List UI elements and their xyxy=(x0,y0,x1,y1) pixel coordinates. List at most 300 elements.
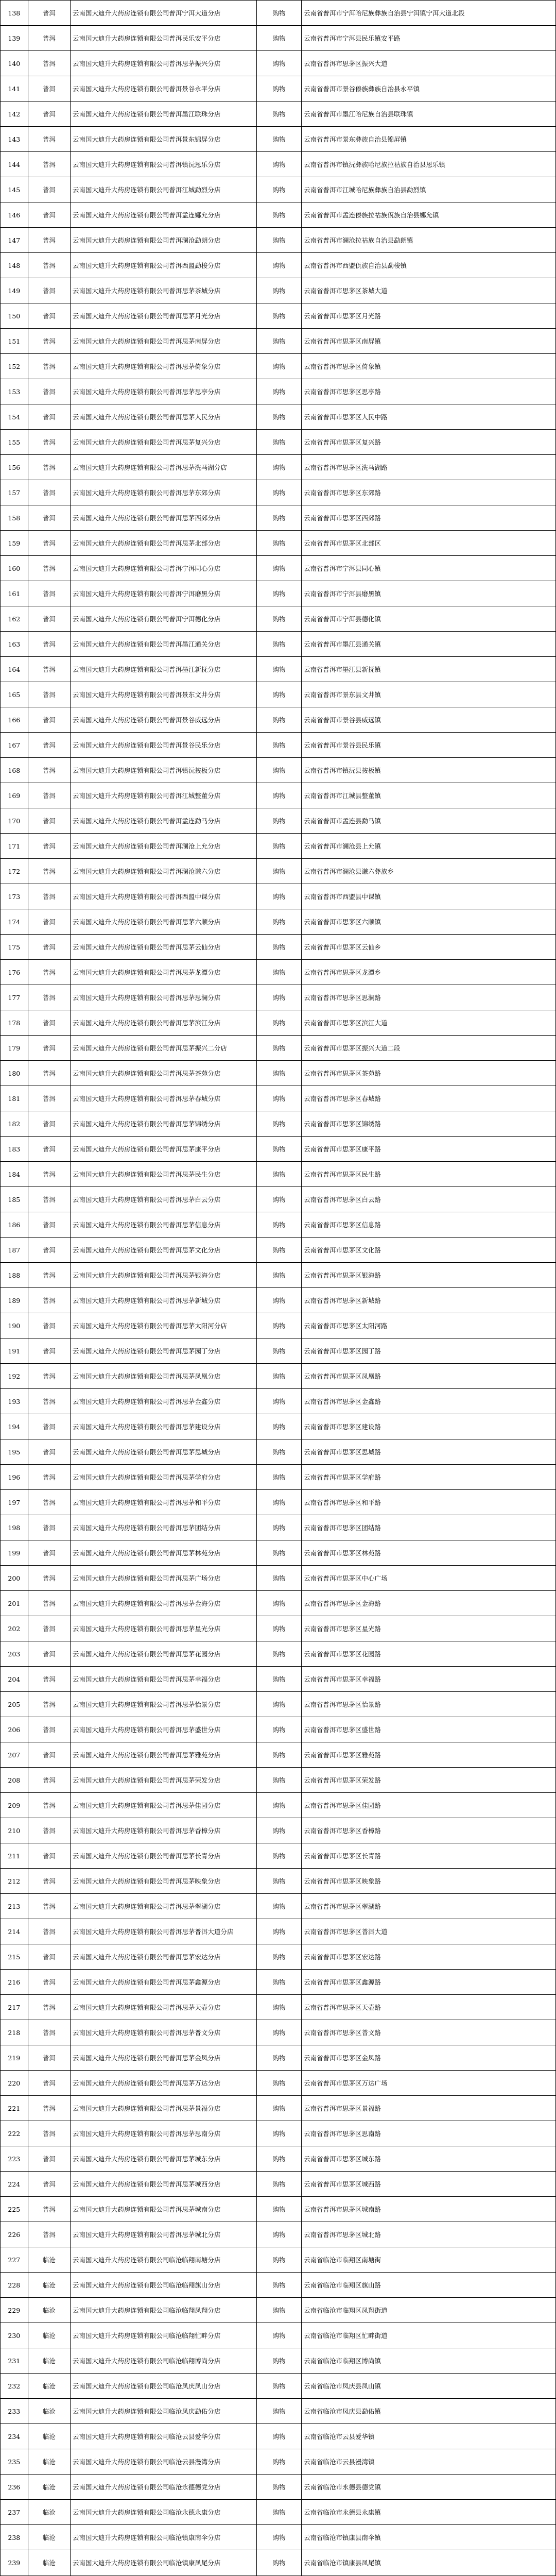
row-number: 161 xyxy=(1,581,28,606)
row-number: 223 xyxy=(1,2146,28,2172)
table-row xyxy=(1,2071,556,2096)
row-store-name: 云南国大迪升大药房连锁有限公司临沧凤庆凤山分店 xyxy=(70,2374,257,2399)
row-number: 171 xyxy=(1,834,28,859)
row-store-name: 云南国大迪升大药房连锁有限公司普洱思茅春城分店 xyxy=(70,1086,257,1111)
row-number: 174 xyxy=(1,909,28,935)
row-city: 普洱 xyxy=(28,379,70,404)
row-address: 云南省普洱市思茅区洗马湖路 xyxy=(301,455,555,480)
table-row xyxy=(1,1212,556,1238)
table-row xyxy=(1,632,556,657)
row-number: 205 xyxy=(1,1692,28,1717)
row-type: 购物 xyxy=(257,1,302,26)
row-store-name: 云南国大迪升大药房连锁有限公司普洱思茅锦绣分店 xyxy=(70,1111,257,1137)
row-address: 云南省临沧市凤庆县凤山镇 xyxy=(301,2374,555,2399)
row-type: 购物 xyxy=(257,960,302,985)
row-type: 购物 xyxy=(257,2146,302,2172)
row-city: 临沧 xyxy=(28,2475,70,2500)
row-type: 购物 xyxy=(257,2172,302,2197)
table-row xyxy=(1,1566,556,1591)
row-number: 213 xyxy=(1,1894,28,1919)
row-address: 云南省普洱市澜沧县谦六彝族乡 xyxy=(301,859,555,884)
table-row xyxy=(1,2247,556,2273)
row-store-name: 云南国大迪升大药房连锁有限公司普洱思茅文化分店 xyxy=(70,1238,257,1263)
row-type: 购物 xyxy=(257,1566,302,1591)
table-row xyxy=(1,1717,556,1742)
row-store-name: 云南国大迪升大药房连锁有限公司普洱思茅金凤分店 xyxy=(70,2045,257,2071)
row-address: 云南省普洱市思茅区凤凰路 xyxy=(301,1364,555,1389)
row-city: 普洱 xyxy=(28,1894,70,1919)
row-city: 普洱 xyxy=(28,228,70,253)
row-address: 云南省普洱市思茅区团结路 xyxy=(301,1515,555,1540)
row-type: 购物 xyxy=(257,1364,302,1389)
table-row xyxy=(1,985,556,1010)
row-city: 临沧 xyxy=(28,2399,70,2424)
table-row xyxy=(1,556,556,581)
row-store-name: 云南国大迪升大药房连锁有限公司临沧临翔忙畔分店 xyxy=(70,2323,257,2348)
row-type: 购物 xyxy=(257,935,302,960)
row-store-name: 云南国大迪升大药房连锁有限公司普洱思茅学府分店 xyxy=(70,1465,257,1490)
row-store-name: 云南国大迪升大药房连锁有限公司普洱思茅城东分店 xyxy=(70,2146,257,2172)
row-city: 普洱 xyxy=(28,1010,70,1036)
row-type: 购物 xyxy=(257,1995,302,2020)
row-address: 云南省普洱市景谷县威远镇 xyxy=(301,707,555,733)
row-address: 云南省普洱市墨江哈尼族自治县联珠镇 xyxy=(301,101,555,127)
row-city: 普洱 xyxy=(28,1717,70,1742)
row-number: 192 xyxy=(1,1364,28,1389)
row-type: 购物 xyxy=(257,834,302,859)
row-address: 云南省普洱市思茅区万达广场 xyxy=(301,2071,555,2096)
table-row xyxy=(1,1540,556,1566)
table-row xyxy=(1,2399,556,2424)
row-type: 购物 xyxy=(257,1919,302,1944)
row-store-name: 云南国大迪升大药房连锁有限公司普洱思茅茶苑分店 xyxy=(70,1061,257,1086)
row-type: 购物 xyxy=(257,76,302,101)
row-city: 普洱 xyxy=(28,2222,70,2247)
row-type: 购物 xyxy=(257,2500,302,2525)
row-store-name: 云南国大迪升大药房连锁有限公司普洱思茅星光分店 xyxy=(70,1616,257,1641)
row-type: 购物 xyxy=(257,1793,302,1818)
row-store-name: 云南国大迪升大药房连锁有限公司普洱思茅龙潭分店 xyxy=(70,960,257,985)
row-store-name: 云南国大迪升大药房连锁有限公司普洱思茅思亭分店 xyxy=(70,379,257,404)
row-type: 购物 xyxy=(257,531,302,556)
row-city: 普洱 xyxy=(28,51,70,76)
row-address: 云南省普洱市澜沧拉祜族自治县勐朗镇 xyxy=(301,228,555,253)
row-store-name: 云南国大迪升大药房连锁有限公司普洱景谷永平分店 xyxy=(70,76,257,101)
table-row xyxy=(1,707,556,733)
row-address: 云南省普洱市思茅区金凤路 xyxy=(301,2045,555,2071)
row-type: 购物 xyxy=(257,278,302,303)
row-address: 云南省普洱市思茅区文化路 xyxy=(301,1238,555,1263)
row-store-name: 云南国大迪升大药房连锁有限公司普洱思茅城北分店 xyxy=(70,2222,257,2247)
row-city: 普洱 xyxy=(28,1061,70,1086)
row-city: 普洱 xyxy=(28,1692,70,1717)
row-type: 购物 xyxy=(257,253,302,278)
row-address: 云南省普洱市思茅区思亭路 xyxy=(301,379,555,404)
row-number: 141 xyxy=(1,76,28,101)
table-row xyxy=(1,1111,556,1137)
row-address: 云南省普洱市思茅区金海路 xyxy=(301,1591,555,1616)
row-store-name: 云南国大迪升大药房连锁有限公司普洱思茅思澜分店 xyxy=(70,985,257,1010)
table-row xyxy=(1,2045,556,2071)
row-type: 购物 xyxy=(257,581,302,606)
table-row xyxy=(1,1439,556,1465)
row-store-name: 云南国大迪升大药房连锁有限公司普洱思茅太阳河分店 xyxy=(70,1313,257,1338)
row-number: 210 xyxy=(1,1818,28,1843)
row-city: 临沧 xyxy=(28,2550,70,2575)
row-address: 云南省普洱市景谷傣族彝族自治县永平镇 xyxy=(301,76,555,101)
row-number: 239 xyxy=(1,2550,28,2575)
table-row xyxy=(1,1995,556,2020)
row-city: 普洱 xyxy=(28,1238,70,1263)
table-row xyxy=(1,758,556,783)
row-store-name: 云南国大迪升大药房连锁有限公司普洱思茅花园分店 xyxy=(70,1641,257,1667)
row-city: 普洱 xyxy=(28,2146,70,2172)
row-type: 购物 xyxy=(257,1843,302,1869)
row-number: 151 xyxy=(1,329,28,354)
row-store-name: 云南国大迪升大药房连锁有限公司普洱思茅景福分店 xyxy=(70,2096,257,2121)
row-number: 160 xyxy=(1,556,28,581)
row-address: 云南省临沧市临翔区忙畔街道 xyxy=(301,2323,555,2348)
row-store-name: 云南国大迪升大药房连锁有限公司普洱思茅白云分店 xyxy=(70,1187,257,1212)
row-address: 云南省普洱市思茅区民生路 xyxy=(301,1162,555,1187)
row-number: 214 xyxy=(1,1919,28,1944)
row-city: 临沧 xyxy=(28,2348,70,2374)
row-type: 购物 xyxy=(257,808,302,834)
row-type: 购物 xyxy=(257,985,302,1010)
row-city: 普洱 xyxy=(28,581,70,606)
row-city: 普洱 xyxy=(28,1566,70,1591)
row-store-name: 云南国大迪升大药房连锁有限公司临沧临翔南塘分店 xyxy=(70,2247,257,2273)
row-store-name: 云南国大迪升大药房连锁有限公司普洱思茅金鑫分店 xyxy=(70,1389,257,1414)
row-store-name: 云南国大迪升大药房连锁有限公司普洱思茅茶城分店 xyxy=(70,278,257,303)
row-type: 购物 xyxy=(257,1490,302,1515)
row-type: 购物 xyxy=(257,2298,302,2323)
row-number: 173 xyxy=(1,884,28,909)
row-number: 156 xyxy=(1,455,28,480)
row-number: 235 xyxy=(1,2449,28,2475)
row-city: 普洱 xyxy=(28,2121,70,2146)
row-store-name: 云南国大迪升大药房连锁有限公司普洱江城勐烈分店 xyxy=(70,177,257,202)
row-city: 普洱 xyxy=(28,657,70,682)
row-number: 184 xyxy=(1,1162,28,1187)
row-city: 普洱 xyxy=(28,1162,70,1187)
row-store-name: 云南国大迪升大药房连锁有限公司普洱思茅银海分店 xyxy=(70,1263,257,1288)
table-row xyxy=(1,1591,556,1616)
row-number: 144 xyxy=(1,152,28,177)
row-type: 购物 xyxy=(257,1313,302,1338)
row-store-name: 云南国大迪升大药房连锁有限公司普洱思茅思南分店 xyxy=(70,2121,257,2146)
row-type: 购物 xyxy=(257,2449,302,2475)
table-row xyxy=(1,51,556,76)
table-row xyxy=(1,2096,556,2121)
row-type: 购物 xyxy=(257,2550,302,2575)
table-row xyxy=(1,2273,556,2298)
row-store-name: 云南国大迪升大药房连锁有限公司普洱思茅人民分店 xyxy=(70,404,257,430)
row-store-name: 云南国大迪升大药房连锁有限公司普洱思茅金海分店 xyxy=(70,1591,257,1616)
row-type: 购物 xyxy=(257,2121,302,2146)
row-store-name: 云南国大迪升大药房连锁有限公司普洱思茅凤凰分店 xyxy=(70,1364,257,1389)
row-address: 云南省普洱市思茅区宏达路 xyxy=(301,1944,555,1970)
table-row xyxy=(1,581,556,606)
row-store-name: 云南国大迪升大药房连锁有限公司普洱镇沅按板分店 xyxy=(70,758,257,783)
row-number: 236 xyxy=(1,2475,28,2500)
row-address: 云南省普洱市思茅区月光路 xyxy=(301,303,555,329)
row-number: 224 xyxy=(1,2172,28,2197)
table-row xyxy=(1,26,556,51)
row-number: 199 xyxy=(1,1540,28,1566)
row-type: 购物 xyxy=(257,632,302,657)
row-address: 云南省普洱市景东彝族自治县锦屏镇 xyxy=(301,127,555,152)
row-city: 普洱 xyxy=(28,1187,70,1212)
row-number: 219 xyxy=(1,2045,28,2071)
table-row xyxy=(1,1465,556,1490)
row-store-name: 云南国大迪升大药房连锁有限公司普洱思茅天壶分店 xyxy=(70,1995,257,2020)
table-row xyxy=(1,177,556,202)
row-store-name: 云南国大迪升大药房连锁有限公司普洱思茅康平分店 xyxy=(70,1137,257,1162)
row-city: 普洱 xyxy=(28,1641,70,1667)
row-address: 云南省普洱市思茅区东郊路 xyxy=(301,480,555,505)
row-type: 购物 xyxy=(257,1768,302,1793)
row-address: 云南省普洱市宁洱哈尼族彝族自治县宁洱镇宁洱大道北段 xyxy=(301,1,555,26)
row-type: 购物 xyxy=(257,379,302,404)
row-number: 238 xyxy=(1,2525,28,2550)
row-type: 购物 xyxy=(257,2525,302,2550)
row-address: 云南省普洱市思茅区人民中路 xyxy=(301,404,555,430)
table-row xyxy=(1,2475,556,2500)
row-address: 云南省普洱市宁洱县德化镇 xyxy=(301,606,555,632)
row-city: 普洱 xyxy=(28,935,70,960)
row-address: 云南省普洱市思茅区茶苑路 xyxy=(301,1061,555,1086)
row-type: 购物 xyxy=(257,2222,302,2247)
row-address: 云南省普洱市思茅区太阳河路 xyxy=(301,1313,555,1338)
row-type: 购物 xyxy=(257,202,302,228)
row-city: 普洱 xyxy=(28,1414,70,1439)
row-number: 181 xyxy=(1,1086,28,1111)
row-type: 购物 xyxy=(257,1465,302,1490)
row-store-name: 云南国大迪升大药房连锁有限公司普洱西盟中课分店 xyxy=(70,884,257,909)
row-number: 182 xyxy=(1,1111,28,1137)
row-city: 普洱 xyxy=(28,1995,70,2020)
row-address: 云南省普洱市江城哈尼族彝族自治县勐烈镇 xyxy=(301,177,555,202)
row-type: 购物 xyxy=(257,2247,302,2273)
row-store-name: 云南国大迪升大药房连锁有限公司临沧云县爱华分店 xyxy=(70,2424,257,2449)
row-type: 购物 xyxy=(257,783,302,808)
row-city: 普洱 xyxy=(28,2172,70,2197)
row-city: 临沧 xyxy=(28,2273,70,2298)
row-number: 221 xyxy=(1,2096,28,2121)
row-address: 云南省普洱市思茅区龙潭乡 xyxy=(301,960,555,985)
row-city: 普洱 xyxy=(28,404,70,430)
row-address: 云南省普洱市思茅区建设路 xyxy=(301,1414,555,1439)
row-store-name: 云南国大迪升大药房连锁有限公司临沧镇康南伞分店 xyxy=(70,2525,257,2550)
row-number: 202 xyxy=(1,1616,28,1641)
row-store-name: 云南国大迪升大药房连锁有限公司普洱思茅映象分店 xyxy=(70,1869,257,1894)
row-city: 普洱 xyxy=(28,505,70,531)
row-number: 185 xyxy=(1,1187,28,1212)
row-store-name: 云南国大迪升大药房连锁有限公司普洱思茅和平分店 xyxy=(70,1490,257,1515)
row-city: 临沧 xyxy=(28,2500,70,2525)
row-type: 购物 xyxy=(257,2273,302,2298)
row-type: 购物 xyxy=(257,329,302,354)
row-store-name: 云南国大迪升大药房连锁有限公司普洱思茅怡景分店 xyxy=(70,1692,257,1717)
row-number: 178 xyxy=(1,1010,28,1036)
row-address: 云南省临沧市云县爱华镇 xyxy=(301,2424,555,2449)
row-address: 云南省普洱市景东县文井镇 xyxy=(301,682,555,707)
row-store-name: 云南国大迪升大药房连锁有限公司临沧云县漫湾分店 xyxy=(70,2449,257,2475)
row-type: 购物 xyxy=(257,127,302,152)
row-address: 云南省普洱市思茅区雅苑路 xyxy=(301,1742,555,1768)
row-store-name: 云南国大迪升大药房连锁有限公司普洱思茅城南分店 xyxy=(70,2197,257,2222)
row-number: 176 xyxy=(1,960,28,985)
row-store-name: 云南国大迪升大药房连锁有限公司普洱镇沅恩乐分店 xyxy=(70,152,257,177)
row-store-name: 云南国大迪升大药房连锁有限公司普洱思茅幸福分店 xyxy=(70,1667,257,1692)
row-type: 购物 xyxy=(257,1944,302,1970)
table-row xyxy=(1,76,556,101)
row-city: 临沧 xyxy=(28,2247,70,2273)
table-row xyxy=(1,733,556,758)
row-type: 购物 xyxy=(257,2045,302,2071)
row-city: 普洱 xyxy=(28,1768,70,1793)
row-store-name: 云南国大迪升大药房连锁有限公司临沧镇康凤尾分店 xyxy=(70,2550,257,2575)
row-address: 云南省普洱市江城县整董镇 xyxy=(301,783,555,808)
row-city: 普洱 xyxy=(28,329,70,354)
row-city: 普洱 xyxy=(28,1465,70,1490)
row-number: 143 xyxy=(1,127,28,152)
table-row xyxy=(1,202,556,228)
row-city: 普洱 xyxy=(28,1490,70,1515)
table-row xyxy=(1,808,556,834)
row-store-name: 云南国大迪升大药房连锁有限公司普洱墨江联珠分店 xyxy=(70,101,257,127)
row-number: 163 xyxy=(1,632,28,657)
row-number: 200 xyxy=(1,1566,28,1591)
row-number: 148 xyxy=(1,253,28,278)
row-city: 普洱 xyxy=(28,808,70,834)
row-number: 191 xyxy=(1,1338,28,1364)
row-store-name: 云南国大迪升大药房连锁有限公司普洱思茅宏达分店 xyxy=(70,1944,257,1970)
row-number: 140 xyxy=(1,51,28,76)
table-row xyxy=(1,1389,556,1414)
row-number: 201 xyxy=(1,1591,28,1616)
row-type: 购物 xyxy=(257,2071,302,2096)
row-city: 普洱 xyxy=(28,1970,70,1995)
table-row xyxy=(1,1162,556,1187)
row-store-name: 云南国大迪升大药房连锁有限公司普洱思茅北部分店 xyxy=(70,531,257,556)
row-store-name: 云南国大迪升大药房连锁有限公司普洱思茅万达分店 xyxy=(70,2071,257,2096)
row-type: 购物 xyxy=(257,1288,302,1313)
row-city: 普洱 xyxy=(28,1111,70,1137)
row-type: 购物 xyxy=(257,758,302,783)
row-city: 普洱 xyxy=(28,455,70,480)
row-store-name: 云南国大迪升大药房连锁有限公司普洱景谷民乐分店 xyxy=(70,733,257,758)
row-address: 云南省普洱市思茅区锦绣路 xyxy=(301,1111,555,1137)
row-number: 167 xyxy=(1,733,28,758)
row-city: 普洱 xyxy=(28,1036,70,1061)
row-address: 云南省临沧市永德县德党镇 xyxy=(301,2475,555,2500)
row-address: 云南省普洱市澜沧县上允镇 xyxy=(301,834,555,859)
row-type: 购物 xyxy=(257,1086,302,1111)
row-address: 云南省普洱市思茅区新城路 xyxy=(301,1288,555,1313)
row-city: 普洱 xyxy=(28,632,70,657)
row-number: 188 xyxy=(1,1263,28,1288)
row-number: 162 xyxy=(1,606,28,632)
row-number: 197 xyxy=(1,1490,28,1515)
row-type: 购物 xyxy=(257,1591,302,1616)
row-address: 云南省普洱市思茅区西郊路 xyxy=(301,505,555,531)
row-number: 216 xyxy=(1,1970,28,1995)
row-store-name: 云南国大迪升大药房连锁有限公司普洱宁洱同心分店 xyxy=(70,556,257,581)
row-city: 普洱 xyxy=(28,2020,70,2045)
table-row xyxy=(1,2121,556,2146)
table-row xyxy=(1,152,556,177)
row-number: 226 xyxy=(1,2222,28,2247)
table-row xyxy=(1,1869,556,1894)
row-address: 云南省临沧市永德县永康镇 xyxy=(301,2500,555,2525)
table-row xyxy=(1,1616,556,1641)
row-number: 208 xyxy=(1,1768,28,1793)
row-store-name: 云南国大迪升大药房连锁有限公司普洱思茅信息分店 xyxy=(70,1212,257,1238)
row-address: 云南省普洱市思茅区荣发路 xyxy=(301,1768,555,1793)
row-store-name: 云南国大迪升大药房连锁有限公司普洱思茅荣发分店 xyxy=(70,1768,257,1793)
row-store-name: 云南国大迪升大药房连锁有限公司普洱西盟勐梭分店 xyxy=(70,253,257,278)
row-address: 云南省普洱市思茅区普文路 xyxy=(301,2020,555,2045)
row-store-name: 云南国大迪升大药房连锁有限公司普洱民乐安平分店 xyxy=(70,26,257,51)
table-row xyxy=(1,278,556,303)
row-store-name: 云南国大迪升大药房连锁有限公司普洱孟连勐马分店 xyxy=(70,808,257,834)
row-address: 云南省普洱市思茅区康平路 xyxy=(301,1137,555,1162)
row-store-name: 云南国大迪升大药房连锁有限公司普洱澜沧谦六分店 xyxy=(70,859,257,884)
row-store-name: 云南国大迪升大药房连锁有限公司普洱思茅复兴分店 xyxy=(70,430,257,455)
row-number: 209 xyxy=(1,1793,28,1818)
row-store-name: 云南国大迪升大药房连锁有限公司普洱思茅团结分店 xyxy=(70,1515,257,1540)
row-city: 普洱 xyxy=(28,1439,70,1465)
table-row xyxy=(1,1263,556,1288)
row-number: 179 xyxy=(1,1036,28,1061)
table-row xyxy=(1,1414,556,1439)
row-address: 云南省普洱市西盟县中课镇 xyxy=(301,884,555,909)
row-type: 购物 xyxy=(257,682,302,707)
row-city: 临沧 xyxy=(28,2449,70,2475)
row-store-name: 云南国大迪升大药房连锁有限公司普洱思茅林苑分店 xyxy=(70,1540,257,1566)
row-store-name: 云南国大迪升大药房连锁有限公司临沧临翔凤翔分店 xyxy=(70,2298,257,2323)
table-row xyxy=(1,935,556,960)
table-row xyxy=(1,1061,556,1086)
row-number: 207 xyxy=(1,1742,28,1768)
row-number: 177 xyxy=(1,985,28,1010)
row-city: 普洱 xyxy=(28,909,70,935)
table-row xyxy=(1,2222,556,2247)
row-address: 云南省普洱市镇沅县按板镇 xyxy=(301,758,555,783)
table-row xyxy=(1,1490,556,1515)
row-city: 普洱 xyxy=(28,960,70,985)
row-number: 158 xyxy=(1,505,28,531)
row-store-name: 云南国大迪升大药房连锁有限公司普洱思茅东郊分店 xyxy=(70,480,257,505)
row-type: 购物 xyxy=(257,909,302,935)
table-row xyxy=(1,101,556,127)
row-address: 云南省普洱市思茅区思南路 xyxy=(301,2121,555,2146)
row-store-name: 云南国大迪升大药房连锁有限公司普洱孟连娜允分店 xyxy=(70,202,257,228)
table-row xyxy=(1,834,556,859)
row-number: 222 xyxy=(1,2121,28,2146)
row-number: 217 xyxy=(1,1995,28,2020)
row-address: 云南省普洱市思茅区和平路 xyxy=(301,1490,555,1515)
row-store-name: 云南国大迪升大药房连锁有限公司临沧临翔旗山分店 xyxy=(70,2273,257,2298)
table-row xyxy=(1,2298,556,2323)
row-type: 购物 xyxy=(257,1869,302,1894)
row-city: 普洱 xyxy=(28,1591,70,1616)
table-row xyxy=(1,1288,556,1313)
row-address: 云南省普洱市思茅区复兴路 xyxy=(301,430,555,455)
table-row xyxy=(1,1187,556,1212)
